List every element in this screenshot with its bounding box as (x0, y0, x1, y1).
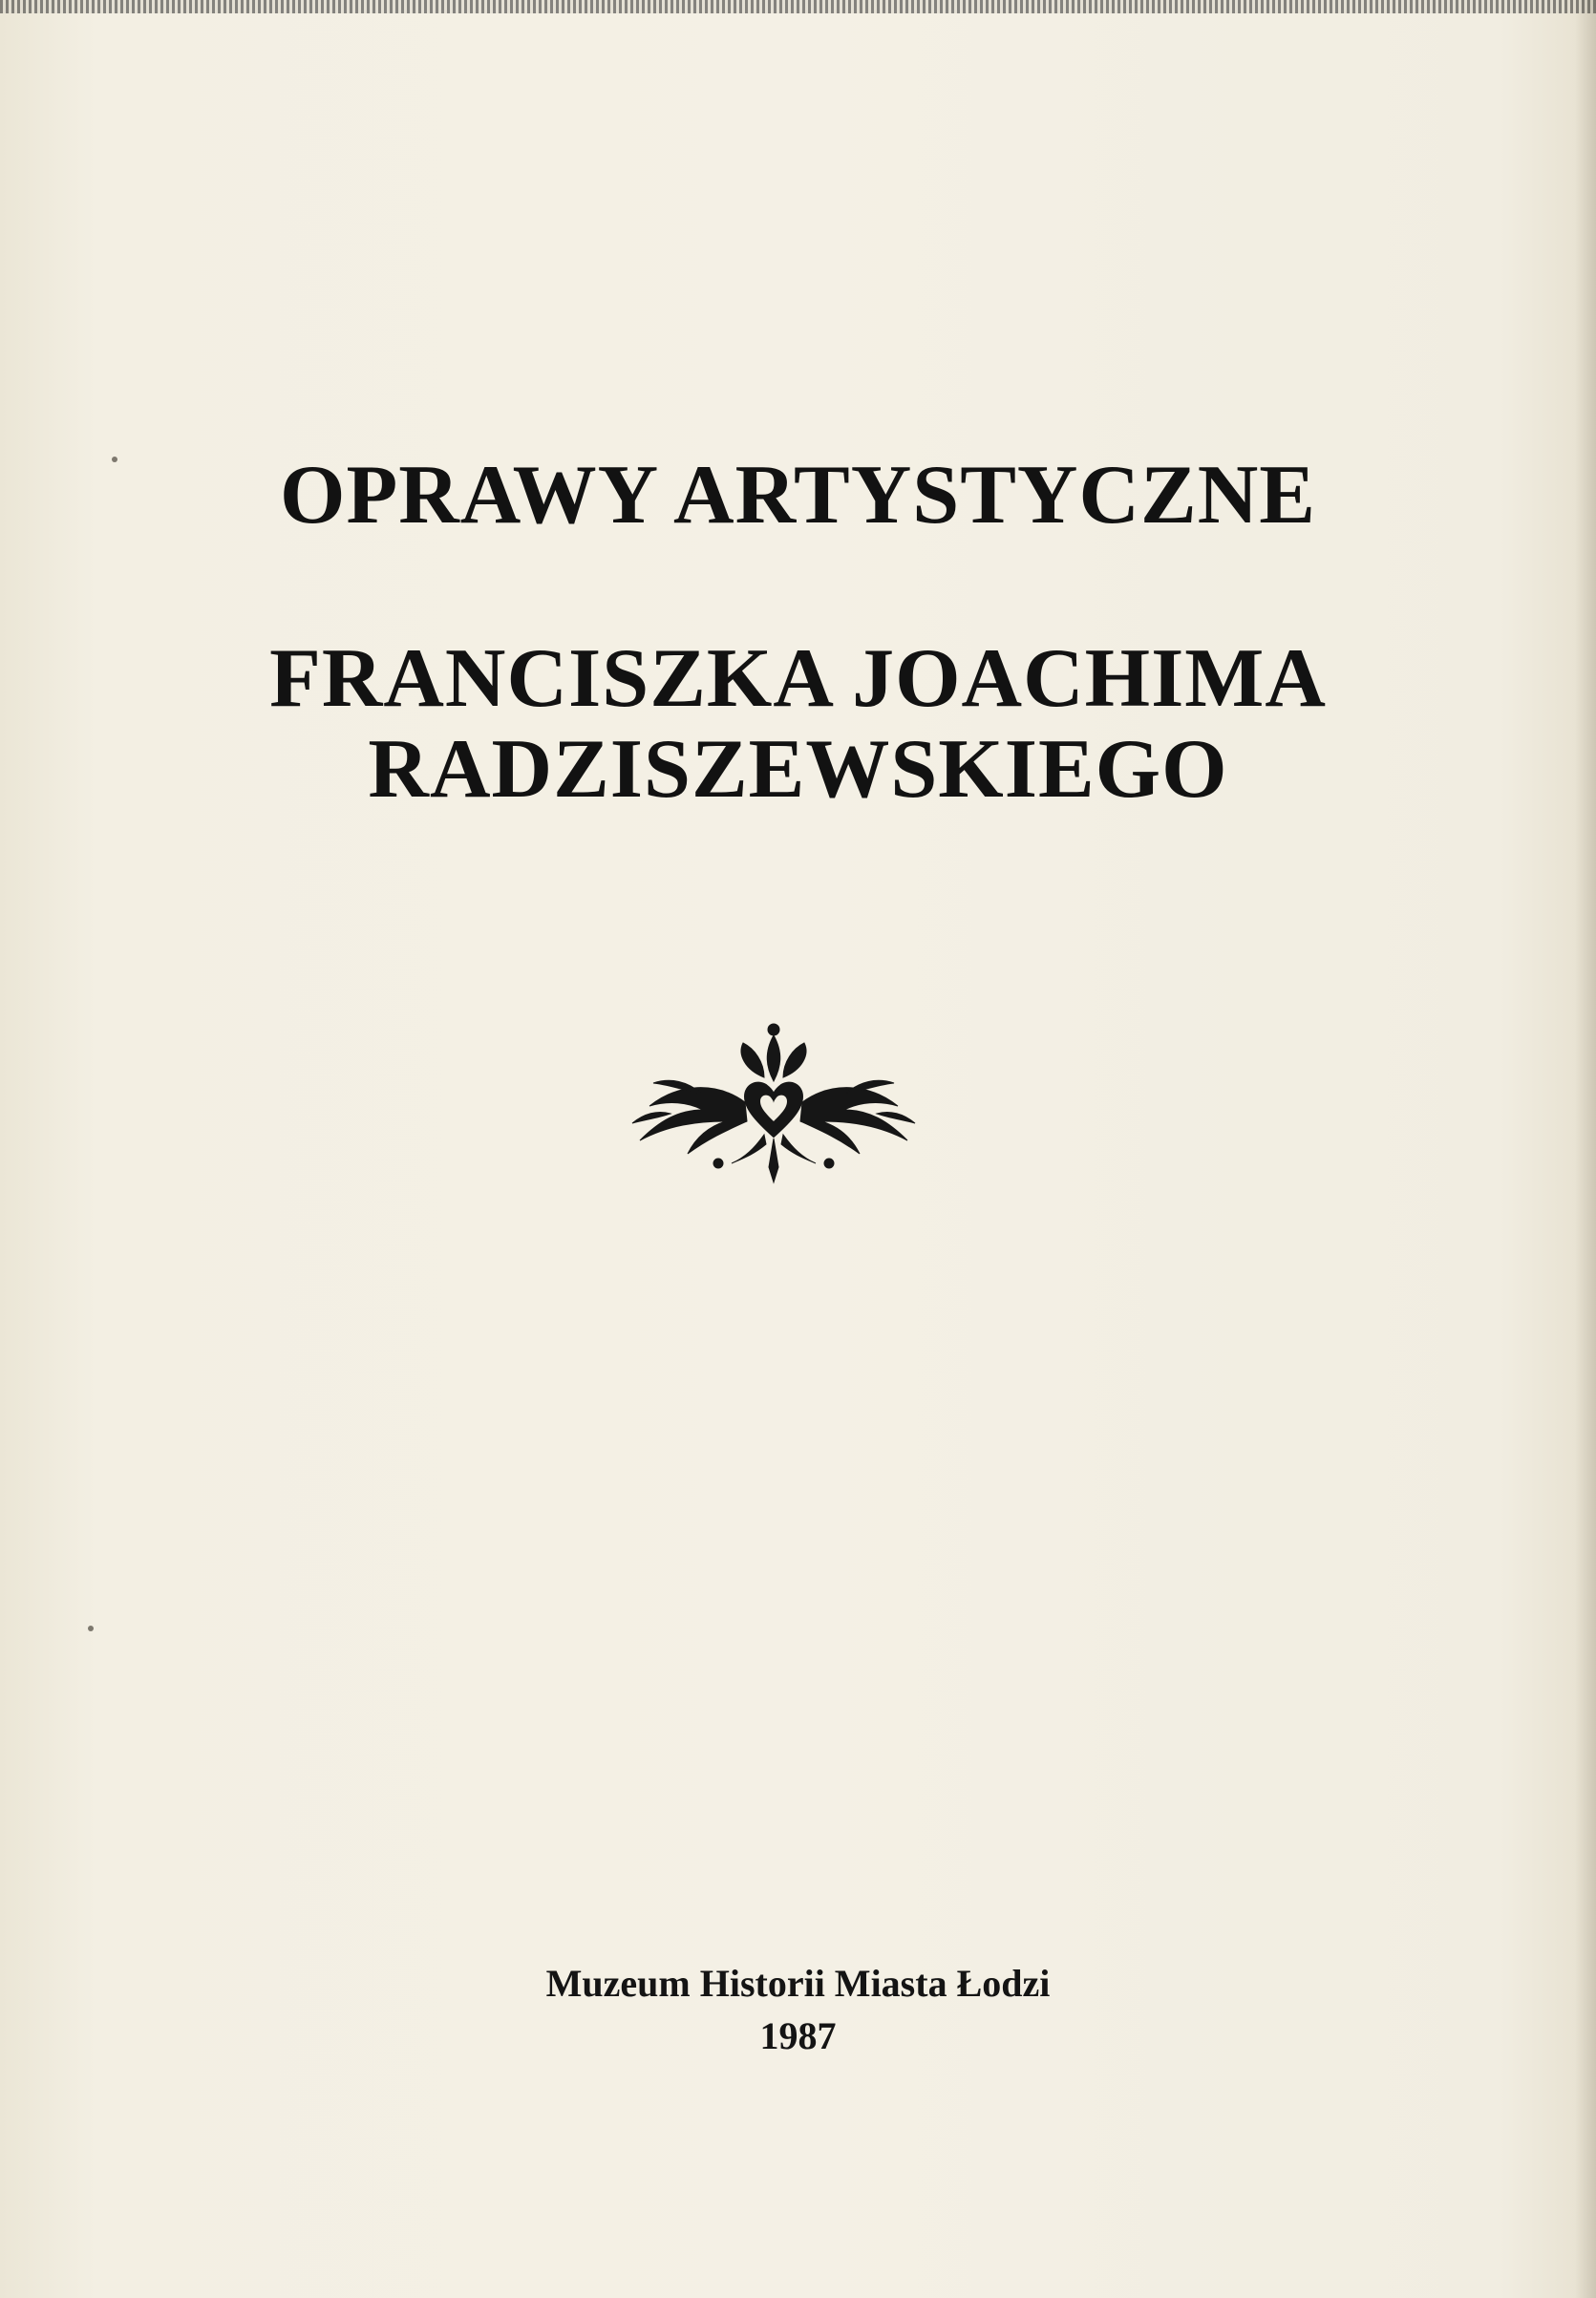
publication-year: 1987 (759, 2014, 837, 2057)
reverse-side-bleed-through (186, 764, 1409, 2006)
page-edge-shadow (1575, 0, 1596, 2298)
title-line-2: FRANCISZKA JOACHIMA (269, 632, 1327, 725)
floral-heart-ornament-icon (611, 1014, 936, 1186)
paper-speck (112, 457, 117, 462)
scan-edge-strip (0, 0, 1596, 13)
publisher-name: Muzeum Historii Miasta Łodzi (545, 1962, 1051, 2005)
title-line-1: OPRAWY ARTYSTYCZNE (280, 449, 1316, 542)
paper-speck (88, 1626, 94, 1631)
title-line-3: RADZISZEWSKIEGO (368, 723, 1228, 816)
